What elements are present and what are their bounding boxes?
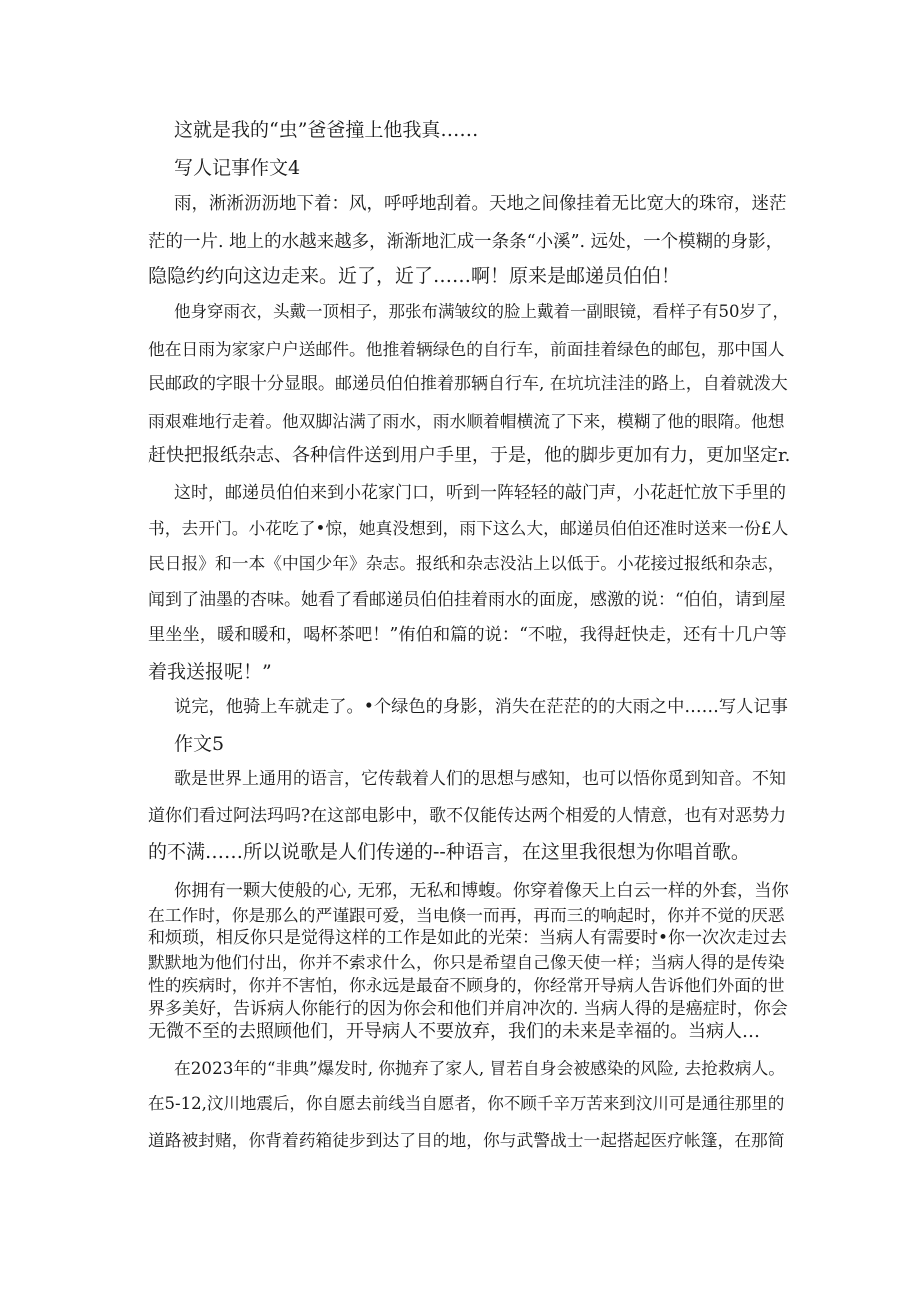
text-line: 在工作时，你是那么的严谨跟可爱，当电倏一而再，再而三的响起时，你并不觉的厌恶: [148, 905, 785, 925]
text-line: 在5-12,汶川地震后，你自愿去前线当自愿者，你不顾千辛万苦来到汶川可是通往那里的: [148, 1094, 785, 1113]
text-line: 这时，邮递员伯伯来到小花家门口，听到一阵轻轻的敲门声，小花赶忙放下手里的: [174, 483, 786, 503]
text-line: 和烦琐，相反你只是觉得这样的工作是如此的光荣：当病人有需要时•你一次次走过去: [148, 928, 788, 948]
text-line: 茫的一片. 地上的水越来越多，渐渐地汇成一条条“小溪”. 远处，一个模糊的身影，: [148, 232, 784, 252]
text-line: 民日报》和一本《中国少年》杂志。报纸和杂志没沾上以低于。小花接过报纸和杂志，: [148, 553, 785, 573]
text-line: 歌是世界上通用的语言，它传载着人们的思想与感知，也可以悟你觅到知音。不知: [174, 769, 786, 789]
text-line: 着我送报呢！”: [148, 661, 272, 683]
text-line: 隐隐约约向这边走来。近了，近了……啊！原来是邮递员伯伯！: [148, 265, 681, 287]
text-line: 雨艰难地行走着。他双脚沾满了雨水，雨水顺着帽横流了下来，模糊了他的眼隋。他想: [148, 411, 785, 431]
text-line: 说完，他骑上车就走了。•个绿色的身影，消失在茫茫的的大雨之中……写人记事: [174, 697, 788, 717]
text-line: 的不满……所以说歌是人们传递的--种语言，在这里我很想为你唱首歌。: [148, 841, 750, 863]
text-line: 他在日雨为家家户户送邮件。他推着辆绿色的自行车，前面挂着绿色的邮包，那中国人: [148, 339, 785, 359]
text-line: 道你们看过阿法玛吗?在这部电影中，歌不仅能传达两个相爱的人情意，也有对恶势力: [148, 806, 787, 826]
text-line: 道路被封赌，你背着药箱徒步到达了目的地，你与武警战士一起搭起医疗帐篷，在那简: [148, 1130, 785, 1150]
text-line: 这就是我的“虫”爸爸撞上他我真……: [174, 119, 479, 141]
text-line: 赶快把报纸杂志、各种信件送到用户手里，于是，他的脚步更加有力，更加坚定r.: [148, 445, 791, 466]
text-line: 默默地为他们付出，你并不索求什么，你只是希望自己像天使一样；当病人得的是传染: [148, 952, 785, 972]
text-line: 无微不至的去照顾他们，开导病人不要放弃，我们的未来是幸福的。当病人…: [148, 1021, 760, 1042]
section-heading: 写人记事作文4: [174, 157, 301, 179]
section-heading: 作文5: [174, 733, 225, 755]
text-line: 他身穿雨衣，头戴一顶相子，那张布满皱纹的脸上戴着一副眼镜，看样子有50岁了，: [174, 302, 789, 321]
text-line: 里坐坐，暖和暖和，喝杯茶吧！”侑伯和篇的说：“不啦，我得赶快走，还有十几户等: [148, 625, 787, 645]
text-line: 你拥有一颗大使般的心, 无邪，无私和博蝮。你穿着像天上白云一样的外套，当你: [174, 881, 789, 901]
text-line: 民邮政的字眼十分显眼。邮递员伯伯推着那辆自行车, 在坑坑洼洼的路上，自着就泼大: [148, 374, 788, 394]
text-line: 书，去开门。小花吃了•惊，她真没想到，雨下这么大，邮递员伯伯还准时送来一份£人: [148, 518, 789, 538]
text-line: 雨，淅淅沥沥地下着：风，呼呼地刮着。天地之间像挂着无比宽大的珠帘，迷茫: [174, 194, 787, 214]
text-line: 闻到了油墨的杏味。她看了看邮递员伯伯挂着雨水的面庞，感激的说：“伯伯，请到屋: [148, 590, 786, 610]
text-line: 性的疾病时，你并不害怕，你永远是最奋不顾身的，你经常开导病人告诉他们外面的世: [148, 975, 785, 995]
text-line: 界多美好，告诉病人你能行的因为你会和他们并肩冲次的. 当病人得的是癌症时，你会: [148, 999, 788, 1019]
text-line: 在2023年的“非典”爆发时, 你抛弃了家人, 冒若自身会被感染的风险, 去抢救病人。: [174, 1058, 785, 1078]
